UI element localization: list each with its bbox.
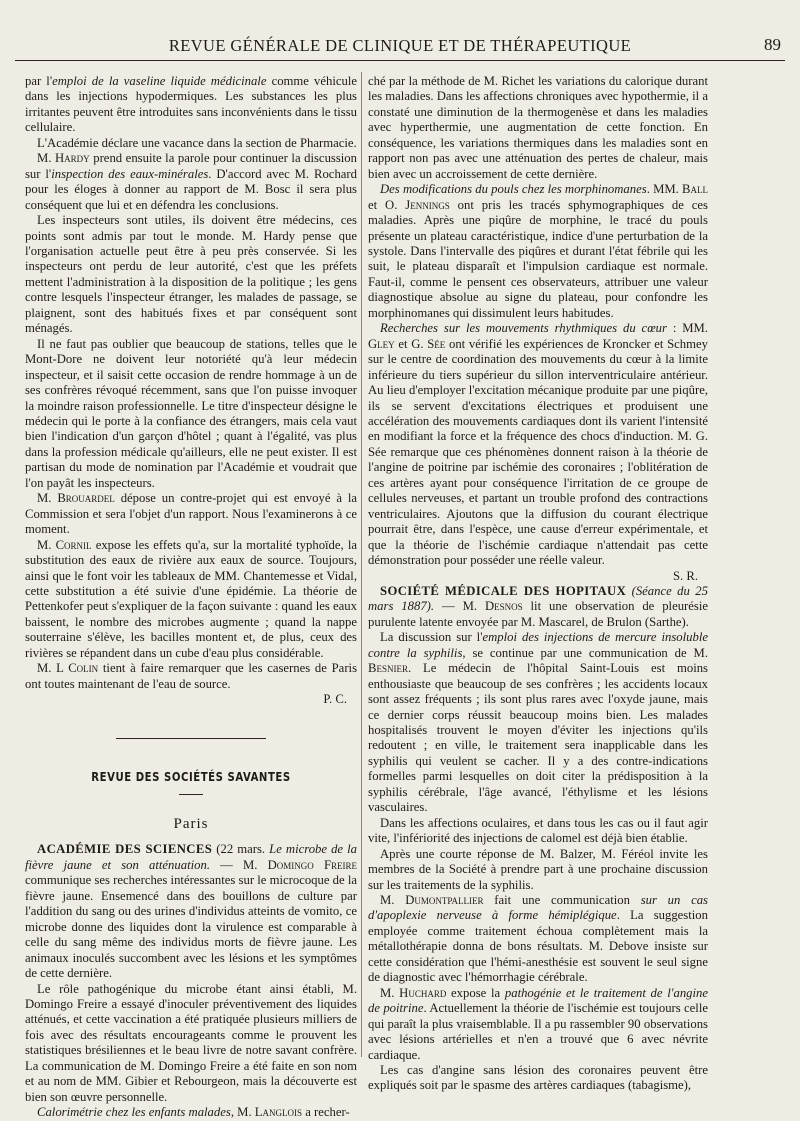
paragraph: ACADÉMIE DES SCIENCES (22 mars. Le microbe de la fièvre jaune et son atténuation. — M. Domingo Freire communique ses recherches intéressantes sur le microcoque de la fièvre jaune. Ensemencé dans des bouillons de culture par l'addition du sang ou des urines d'individus atteints de vomito, ce microbe donne des liquides dont la virulence est comparable à celle du sang même des individus morts de fièvre jaune. Les animaux inoculés succombent avec les lésions et les symptômes de cette dernière.	[25, 842, 358, 981]
paragraph: Après une courte réponse de M. Balzer, M. Féréol invite les membres de la Société à prendre part à une prochaine discussion sur les traitements de la syphilis.	[368, 846, 708, 892]
emphasis: Des modifications du pouls chez les morphinomanes	[380, 182, 647, 197]
emphasis: emploi de la vaseline liquide médicinale	[52, 74, 267, 88]
emphasis: emploi des injections de mercure insoluble contre la syphilis	[368, 630, 708, 660]
author-name: Ball	[682, 182, 709, 197]
paragraph: L'Académie déclare une vacance dans la section de Pharmacie.	[37, 135, 357, 150]
signature-text: P. C.	[323, 692, 347, 707]
paragraph: Des modifications du pouls chez les morphinomanes. MM. Ball et O. Jennings ont pris les tracés sphymographiques de ces maladies. Après une piqûre de morphine, le tracé du pouls présente un plateau caractéristique, indice d'une perturbation de la systole. Dans l'intervalle des piqûres et durant l'état fébrile qui les suit, le plateau disparaît et l'impulsion cardiaque est normale. Faut-il, comme le pensent ces observateurs, attribuer une valeur diagnostique absolue au signe du plateau, pour confondre les morphinomanes qui dissimulent leurs habitudes.	[368, 182, 709, 320]
society-title: ACADÉMIE DES SCIENCES	[37, 842, 213, 857]
author-name: Domingo Freire	[267, 857, 357, 872]
paragraph: M. Brouardel dépose un contre-projet qui est envoyé à la Commission et sera l'objet d'un rapport. Nous l'examinerons à ce moment.	[25, 491, 358, 537]
society-title: SOCIÉTÉ MÉDICALE DES HOPITAUX	[380, 583, 627, 598]
signature	[368, 569, 708, 584]
emphasis: sur un cas d'apoplexie nerveuse à forme hémiplégique	[368, 893, 708, 923]
author-name: Hardy	[55, 151, 90, 166]
author-name: Colin	[68, 661, 99, 676]
paragraph: M. L Colin tient à faire remarquer que les casernes de Paris ont toutes maintenant de l'eau de source.	[25, 661, 358, 691]
author-name: Cornil	[55, 537, 92, 552]
signature-text: S. R.	[672, 568, 698, 583]
author-name: Desnos	[484, 599, 523, 614]
author-name: Langlois	[254, 1105, 303, 1120]
author-name: Sée	[427, 336, 446, 351]
emphasis: Calorimétrie chez les enfants malades	[37, 1105, 231, 1120]
paragraph: M. Cornil expose les effets qu'a, sur la mortalité typhoïde, la substitution des eaux de rivière aux eaux de source. Toujours, ainsi que le font voir les tableaux de MM. Chantemesse et Vidal, cette substitution a été suivie d'une épidémie. La théorie de Pettenkofer peut s'expliquer de la façon suivante : quand les eaux baissent, le nombre des microbes augmente ; quand la nappe souterraine s'élève, les bacilles montent et, de plus, ceux des rivières se répandent dans un cube d'eau plus considérable.	[25, 537, 357, 660]
left-column	[25, 74, 357, 1121]
author-name: Jennings	[405, 197, 450, 212]
author-name: Brouardel	[57, 491, 115, 506]
paragraph: ché par la méthode de M. Richet les variations du calorique durant les maladies. Dans les affections chroniques avec hypothermie, il a constaté une diminution de la thermogenèse et dans les maladies avec hyperthermie, une augmentation de cette fonction. En conséquence, les variations thermiques dans les maladies sont en rapport non pas avec une atténuation des pertes de chaleur, mais bien avec un accroissement de cette dernière.	[368, 74, 708, 181]
emphasis: pathogénie et le traitement de l'angine de poitrine	[368, 985, 709, 1016]
running-head: REVUE GÉNÉRALE DE CLINIQUE ET DE THÉRAPEUTIQUE	[168, 36, 632, 55]
emphasis: (Séance du 25 mars 1887).	[368, 583, 708, 614]
city-heading: Paris	[173, 816, 209, 833]
author-name: Besnier	[368, 661, 408, 676]
column-divider	[361, 72, 362, 1057]
paragraph: Dans les affections oculaires, et dans tous les cas ou il faut agir vite, l'infériorité des injections de calomel est déjà bien établie.	[368, 815, 708, 846]
paragraph: M. Huchard expose la pathogénie et le traitement de l'angine de poitrine. Actuellement la théorie de l'ischémie est toujours celle qui paraît la plus vraisemblable. Il a pu rassembler 90 observations avec lésions artérielles et n'en a trouvé que 6 avec névrite cardiaque.	[368, 985, 709, 1062]
emphasis: Le microbe de la fièvre jaune et son atténuation.	[25, 842, 358, 872]
page-header	[15, 30, 785, 61]
signature	[25, 692, 357, 707]
emphasis: Recherches sur les mouvements rhythmiques du cœur	[380, 321, 667, 336]
paragraph: La discussion sur l'emploi des injections de mercure insoluble contre la syphilis, se continue par une communication de M. Besnier. Le médecin de l'hôpital Saint-Louis est moins enthousiaste que beaucoup de ses confrères ; les accidents locaux sont assez fréquents ; ils sont plus rares avec l'oxyde jaune, mais ce dernier corps réussit beaucoup moins bien. Les malades hospitalisés trouvent le moyen d'éviter les injections qu'ils redoutent ; en ville, le traitement sera inapplicable dans les syphilis qui veulent se cacher. Il y a des contre-indications formelles parmi lesquelles on doit citer la prédisposition à la syphilis cérébrale, l'âge avancé, l'éthylisme et les lésions vasculaires.	[368, 630, 708, 815]
section-title: REVUE DES SOCIÉTÉS SAVANTES	[91, 768, 291, 784]
paragraph: par l'emploi de la vaseline liquide médicinale comme véhicule dans les injections hypodermiques. Les substances les plus irritantes peuvent être introduites sans inconvénients dans le tissu cellulaire.	[25, 74, 357, 135]
paragraph: M. Hardy prend ensuite la parole pour continuer la discussion sur l'inspection des eaux-minérales. D'accord avec M. Rochard pour les éloges à donner au rapport de M. Bosc il sera plus conséquent que lui et en défendra les conclusions.	[25, 151, 357, 212]
paragraph: SOCIÉTÉ MÉDICALE DES HOPITAUX (Séance du 25 mars 1887). — M. Desnos lit une observation de pleurésie purulente latente envoyée par M. Mascarel, de Brulon (Sarthe).	[368, 583, 709, 629]
paragraph: Les inspecteurs sont utiles, ils doivent être médecins, ces points sont admis par tout le monde. M. Hardy pense que l'organisation actuelle peut être à peu près conservée. Si les inspecteurs ont perdu de leur autorité, c'est que les préfets mettent l'administration à la disposition de la politique ; les gens contre lesquels l'inspecteur étranger, les malades de passage, se plaignent, sont des habitués fixes et par conséquent sont ménagés.	[25, 213, 357, 336]
page-number: 89	[764, 35, 781, 54]
right-column	[368, 74, 708, 1094]
paragraph: Les cas d'angine sans lésion des coronaires peuvent être expliqués soit par le spasme des artères cardiaques (tabagisme),	[368, 1063, 708, 1093]
paragraph: Recherches sur les mouvements rhythmiques du cœur : MM. Gley et G. Sée ont vérifié les expériences de Kroncker et Schmey sur le centre de coordination des mouvements du cœur à la limite inférieure du tiers supérieur du sillon interventriculaire antérieur. Au lieu d'employer l'excitation mécanique produite par une piqûre, ils se servent d'excitations électriques et produisent une accélération des mouvements cardiaques dont ils varient l'intensité en modifiant la force et la fréquence des chocs d'induction. M. G. Sée remarque que ces phénomènes donnent raison à la théorie de l'angine de poitrine par ischémie des coronaires ; l'oblitération de ces artères ayant pour conséquence l'irritation de ce groupe de cellules nerveuses, et partant un trouble profond des contractions ventriculaires. Ajoutons que la diffusion du courant électrique pourrait être, dans l'espèce, une cause d'erreur expérimentale, et que la théorie de l'ischémie cardiaque n'attendait pas cette démonstration pour posséder une réelle valeur.	[368, 321, 708, 568]
author-name: Dumontpallier	[405, 893, 484, 908]
paragraph: M. Dumontpallier fait une communication sur un cas d'apoplexie nerveuse à forme hémiplégique. La suggestion employée comme traitement échoua complètement mais la métallothérapie donna de bons résultats. M. Debove insiste sur cette considération que l'hémi-anesthésie est souvent le seul signe de diagnostic avec l'hémorrhagie cérébrale.	[368, 893, 708, 985]
paragraph: Il ne faut pas oublier que beaucoup de stations, telles que le Mont-Dore ne doivent leur notoriété qu'à leur médecin inspecteur, et il saisit cette occasion de rendre hommage à un de ses confrères révoqué récemment, sans que l'on puisse invoquer la moindre raison professionnelle. Le titre d'inspecteur désigne le médecin qui le porte à la confiance des étrangers, mais cela vaut bien l'indication d'un garçon d'hôtel ; quant à l'égalité, vas plus dans la profession médicale qu'ailleurs, elle ne peut exister. Il est partisan du mode de nomination par l'Académie et voudrait que l'on payât les inspecteurs.	[25, 336, 357, 490]
paragraph: Le rôle pathogénique du microbe étant ainsi établi, M. Domingo Freire a essayé d'inoculer préventivement des liquides atténués, et cette vaccination a été pratiquée plusieurs milliers de fois avec des résultats encourageants comme le prouvent les statistiques brésiliennes et le beau livre de notre savant confrère. La communication de M. Domingo Freire a été faite en son nom et au nom de MM. Gibier et Rebourgeon, mais la découverte est bien son œuvre personnelle.	[25, 981, 357, 1104]
author-name: Huchard	[399, 985, 447, 1000]
emphasis: inspection des eaux-minérales	[51, 166, 209, 181]
author-name: Gley	[368, 336, 395, 351]
paragraph: Calorimétrie chez les enfants malades, M. Langlois a recher-	[37, 1105, 350, 1120]
